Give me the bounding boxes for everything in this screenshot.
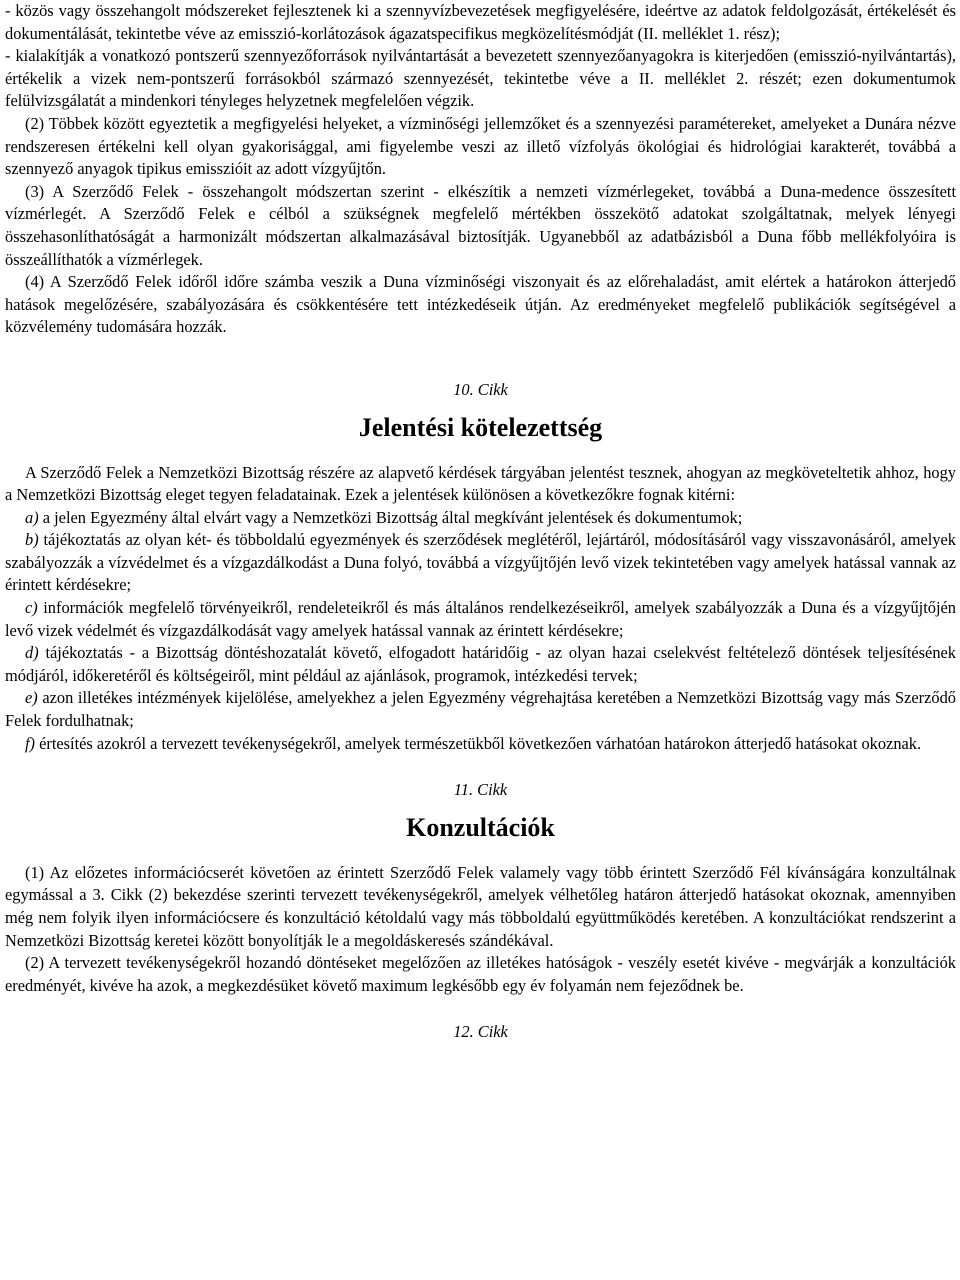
item-label: b): [25, 530, 39, 550]
article-11-number: 11. Cikk: [453, 780, 508, 800]
article-10-title: Jelentési kötelezettség: [358, 412, 603, 442]
item-text: tájékoztatás az olyan két- és többoldalú egyezmények és szerződések meglétéről, lejártáról, módosításáról vagy visszavonásáról, amelyek szabályozzák a vízvédelmet és a vízgazdálkodást a Duna folyó, továbbá a vízgyűjtőjén levő vizek tekintetében vagy amelyek hatással vannak az érintett kérdésekre;: [5, 530, 956, 595]
intro-item-2: - kialakítják a vonatkozó pontszerű szennyezőforrások nyilvántartását a bevezetett szennyezőanyagokra is kiterjedően (emisszió-nyilvántartás), értékelik a vizek nem-pontszerű forrásokból származó szennyezését, tekintetbe véve a II. melléklet 2. részét; ezen dokumentumok felülvizsgálatát a mindenkori tényleges helyzetnek megfelelően végzik.: [5, 46, 956, 111]
article-10-item-f: [5, 733, 956, 756]
item-label: a): [25, 507, 39, 527]
article-10-item-c: [5, 597, 956, 642]
item-text: tájékoztatás - a Bizottság döntéshozatalát követő, elfogadott határidőig - az olyan hazai cselekvést feltételező döntések teljesítésének módjáról, időkeretéről és költségeiről, mint például az ajánlások, programok, intézkedési tervek;: [5, 643, 956, 685]
article-10-lead: A Szerződő Felek a Nemzetközi Bizottság részére az alapvető kérdések tárgyában jelentést tesznek, ahogyan az megköveteltetik ahhoz, hogy a Nemzetközi Bizottság eleget tegyen feladatainak. Ezek a jelentések különösen a következőkre fognak kitérni:: [5, 462, 956, 505]
article-10-item-d: [5, 642, 956, 687]
item-label: e): [25, 688, 38, 708]
item-text: értesítés azokról a tervezett tevékenységekről, amelyek természetükből következően várhatóan határokon átterjedő hatásokat okoznak.: [35, 733, 922, 753]
intro-paragraph-4: (4) A Szerződő Felek időről időre számba veszik a Duna vízminőségi viszonyait és az előrehaladást, amit elértek a határokon átterjedő hatások megelőzésére, szabályozására és csökkentésére tett intézkedéseik útján. Az eredményeket megfelelő publikációk segítségével a közvélemény tudomására hozzák.: [5, 272, 956, 337]
article-10-item-b: [5, 529, 956, 597]
article-12-number: 12. Cikk: [453, 1022, 508, 1042]
article-10-number: 10. Cikk: [453, 379, 508, 399]
intro-item-1: - közös vagy összehangolt módszereket fejlesztenek ki a szennyvízbevezetések megfigyelésére, ideértve az adatok feldolgozását, értékelését és dokumentálását, tekintetbe véve az emisszió-korlátozások ágazatspecifikus megközelítésmódját (II. melléklet 1. rész);: [5, 1, 956, 43]
article-10-item-a: [5, 507, 956, 530]
article-10-item-e: [5, 687, 956, 732]
intro-paragraph-3: (3) A Szerződő Felek - összehangolt módszertan szerint - elkészítik a nemzeti vízmérlegeket, továbbá a Duna-medence összesített vízmérlegét. A Szerződő Felek e célból a szükségnek megfelelő mértékben összekötő adatokat szolgáltatnak, melyek lényegi összehasonlíthatóságát a harmonizált módszertan alkalmazásával biztosítják. Ugyanebből az adatbázisból a Duna főbb mellékfolyóira is összeállíthatók a vízmérlegek.: [5, 181, 956, 269]
item-label: d): [25, 643, 39, 663]
item-text: azon illetékes intézmények kijelölése, amelyekhez a jelen Egyezmény végrehajtása keretében a Nemzetközi Bizottság vagy más Szerződő Felek fordulhatnak;: [5, 688, 956, 731]
article-11-title: Konzultációk: [406, 812, 555, 842]
item-text: információk megfelelő törvényeikről, rendeleteikről és más általános rendelkezéseikről, amelyek szabályozzák a Duna és a vízgyűjtőjén levő vizek védelmét és vízgazdálkodását vagy amelyek hatással vannak az érintett kérdésekre;: [5, 598, 956, 640]
item-label: c): [25, 598, 38, 618]
item-label: f): [25, 733, 36, 753]
article-11-paragraph-2: (2) A tervezett tevékenységekről hozandó döntéseket megelőzően az illetékes hatóságok - veszély esetét kivéve - megvárják a konzultációk eredményét, kivéve ha azok, a megkezdésüket követő maximum legkésőbb egy év folyamán nem fejeződnek be.: [5, 953, 956, 995]
document-page: [5, 0, 956, 1044]
item-text: a jelen Egyezmény által elvárt vagy a Nemzetközi Bizottság által megkívánt jelentések és dokumentumok;: [38, 507, 743, 527]
article-11-paragraph-1: (1) Az előzetes információcserét követően az érintett Szerződő Felek valamely vagy több érintett Szerződő Fél kívánságára konzultálnak egymással a 3. Cikk (2) bekezdése szerinti tervezett tevékenységekről, amelyek vélhetőleg határon átterjedő hatásokat okoznak, amennyiben még nem folyik ilyen információcsere és konzultáció kétoldalú vagy más többoldalú együttműködés keretében. A konzultációkat rendszerint a Nemzetközi Bizottság keretei között bonyolítják le a megoldáskeresés szándékával.: [5, 862, 956, 950]
intro-paragraph-2: (2) Többek között egyeztetik a megfigyelési helyeket, a vízminőségi jellemzőket és a szennyezési paramétereket, amelyeket a Dunára nézve rendszeresen értékelni kell olyan gyakorisággal, ami figyelembe veszi az illető vízfolyás ökológiai és hidrológiai karakterét, továbbá a szennyező anyagok tipikus emisszióit az adott vízgyűjtőn.: [5, 113, 956, 179]
